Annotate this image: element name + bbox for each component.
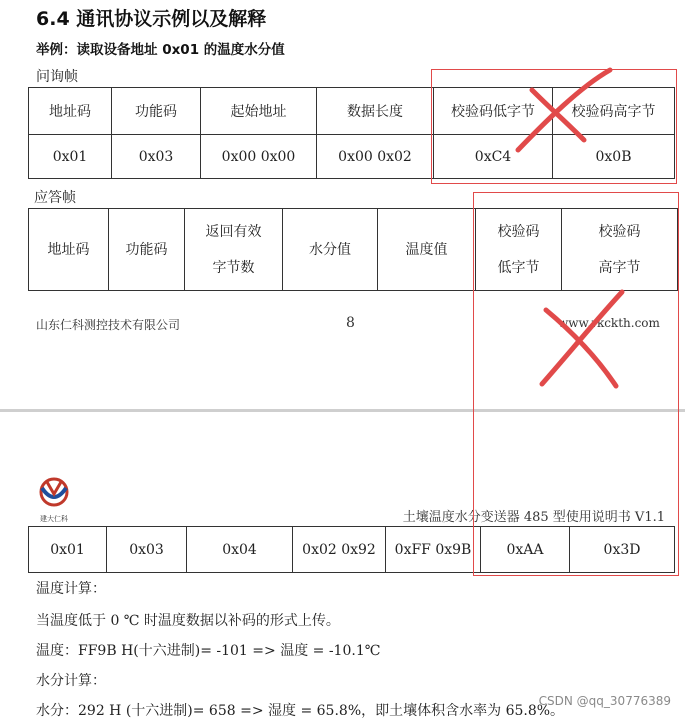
logo-emblem-icon [33, 476, 75, 510]
query-header-cell: 功能码 [112, 88, 201, 135]
response-value-cell: 0xAA [481, 527, 570, 573]
query-header-cell: 地址码 [29, 88, 112, 135]
query-value-cell: 0xC4 [434, 135, 553, 179]
query-header-cell: 校验码低字节 [434, 88, 553, 135]
cross-mark-icon [530, 282, 640, 394]
response-header-cell: 校验码 高字节 [562, 209, 678, 291]
example-title: 举例：读取设备地址 0x01 的温度水分值 [36, 42, 285, 58]
response-value-cell: 0x03 [107, 527, 187, 573]
footer-company: 山东仁科测控技术有限公司 [36, 318, 181, 332]
moisture-calc-line1: 水分：292 H (十六进制)= 658 => 湿度 = 65.8%，即土壤体积含水率为 65.8%。 [36, 703, 565, 719]
query-header-cell: 起始地址 [201, 88, 317, 135]
query-header-cell: 校验码高字节 [553, 88, 675, 135]
response-value-cell: 0x01 [29, 527, 107, 573]
query-value-cell: 0x03 [112, 135, 201, 179]
response-value-cell: 0xFF 0x9B [386, 527, 481, 573]
query-value-cell: 0x00 0x02 [317, 135, 434, 179]
query-value-cell: 0x0B [553, 135, 675, 179]
footer-website: www.rkckth.com [558, 316, 660, 330]
logo-text: 建大仁科 [40, 515, 68, 523]
section-title: 6.4 通讯协议示例以及解释 [36, 8, 267, 30]
manual-title: 土壤温度水分变送器 485 型使用说明书 V1.1 [402, 510, 665, 525]
response-header-cell: 功能码 [109, 209, 185, 291]
company-logo [33, 476, 75, 523]
query-frame-label: 问询帧 [36, 69, 78, 85]
moisture-calc-title: 水分计算： [36, 673, 106, 689]
response-frame-label: 应答帧 [34, 190, 76, 206]
response-value-cell: 0x04 [187, 527, 293, 573]
response-header-cell: 水分值 [283, 209, 378, 291]
response-value-cell: 0x02 0x92 [293, 527, 386, 573]
temperature-calc-title: 温度计算： [36, 581, 106, 597]
query-value-cell: 0x00 0x00 [201, 135, 317, 179]
cross-mark-icon [500, 62, 620, 162]
response-header-cell: 地址码 [29, 209, 109, 291]
temperature-calc-line1: 当温度低于 0 ℃ 时温度数据以补码的形式上传。 [36, 613, 340, 629]
response-header-cell: 温度值 [378, 209, 476, 291]
response-value-cell: 0x3D [570, 527, 675, 573]
response-header-cell: 校验码 低字节 [476, 209, 562, 291]
temperature-calc-line2: 温度：FF9B H(十六进制)= -101 => 温度 = -10.1℃ [36, 643, 381, 659]
response-header-cell: 返回有效 字节数 [185, 209, 283, 291]
query-header-cell: 数据长度 [317, 88, 434, 135]
watermark: CSDN @qq_30776389 [538, 694, 671, 708]
footer-page-number: 8 [346, 315, 355, 331]
query-value-cell: 0x01 [29, 135, 112, 179]
